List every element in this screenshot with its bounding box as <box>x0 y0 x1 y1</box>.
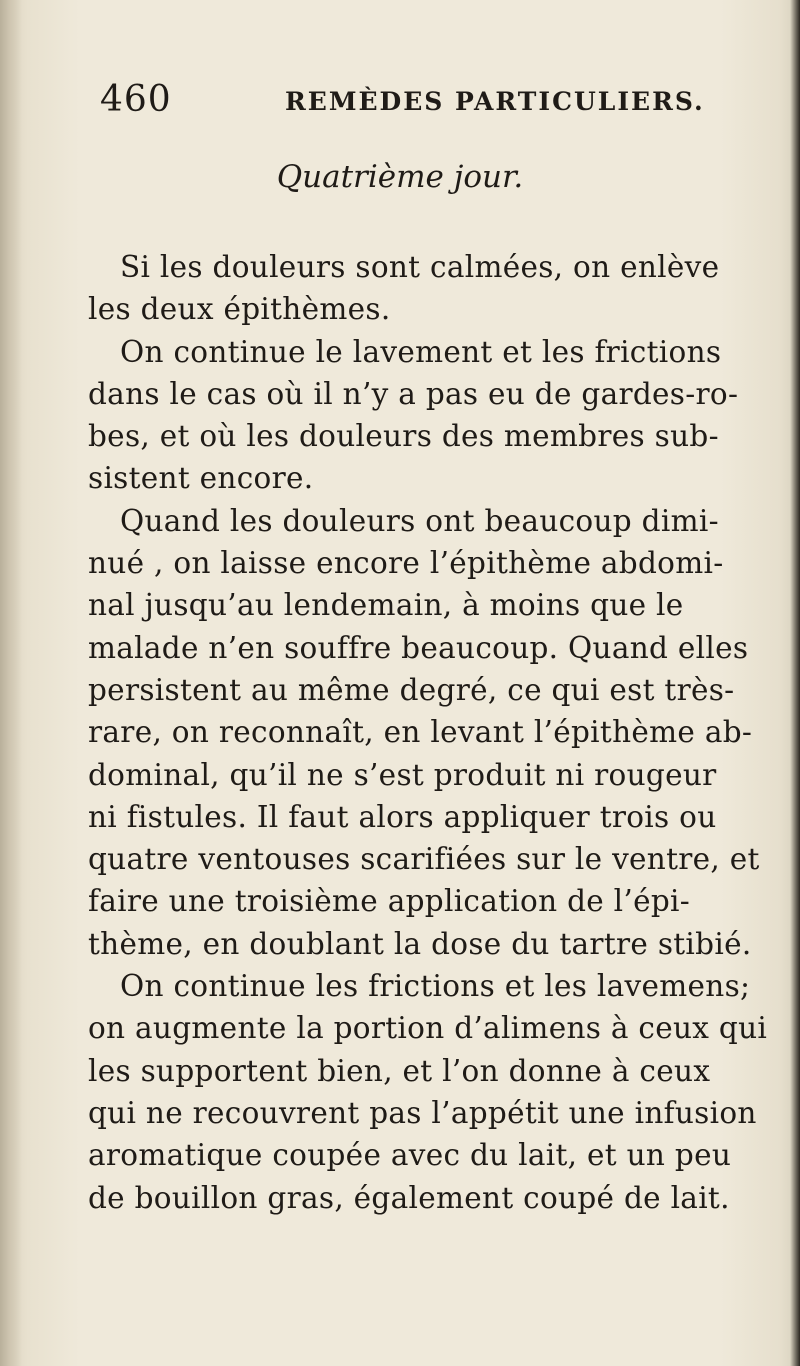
text-line: malade n’en souffre beaucoup. Quand elles <box>88 630 749 665</box>
text-line: faire une troisième application de l’épi- <box>88 884 691 919</box>
text-line: On continue le lavement et les frictions <box>120 334 722 369</box>
page-header <box>100 78 740 122</box>
text-line: bes, et où les douleurs des membres sub- <box>88 419 719 454</box>
text-line: dominal, qu’il ne s’est produit ni rougeur <box>88 757 717 792</box>
section-title: Quatrième jour. <box>276 159 524 195</box>
text-line: Si les douleurs sont calmées, on enlève <box>120 250 720 284</box>
text-line: thème, en doublant la dose du tartre stibié. <box>88 926 752 961</box>
body-text <box>88 246 768 1219</box>
text-line: On continue les frictions et les lavemens; <box>120 969 751 1004</box>
paragraph <box>88 246 764 331</box>
text-line: aromatique coupée avec du lait, et un peu <box>88 1138 732 1173</box>
running-head: REMÈDES PARTICULIERS. <box>285 87 705 116</box>
paragraph <box>88 500 764 965</box>
text-line: on augmente la portion d’alimens à ceux qui <box>88 1011 768 1046</box>
paragraph <box>88 965 768 1219</box>
paragraph <box>88 331 764 500</box>
text-line: les deux épithèmes. <box>88 292 391 327</box>
text-line: qui ne recouvrent pas l’appétit une infusion <box>88 1095 757 1130</box>
text-line: sistent encore. <box>88 461 314 496</box>
page-edge-shadow <box>790 0 800 1366</box>
text-line: persistent au même degré, ce qui est très- <box>88 672 735 707</box>
text-line: dans le cas où il n’y a pas eu de gardes-ro- <box>88 376 739 411</box>
page-number: 460 <box>100 79 172 120</box>
text-line: de bouillon gras, également coupé de lait. <box>88 1180 730 1215</box>
page-binding-shadow <box>0 0 22 1366</box>
text-line: Quand les douleurs ont beaucoup dimi- <box>120 503 719 538</box>
text-line: les supportent bien, et l’on donne à ceux <box>88 1053 711 1088</box>
text-line: ni fistules. Il faut alors appliquer trois ou <box>88 799 717 834</box>
text-line: nal jusqu’au lendemain, à moins que le <box>88 588 684 623</box>
text-line: rare, on reconnaît, en levant l’épithème ab- <box>88 715 753 750</box>
text-line: quatre ventouses scarifiées sur le ventre, et <box>88 842 760 877</box>
text-line: nué , on laisse encore l’épithème abdomi- <box>88 546 724 581</box>
